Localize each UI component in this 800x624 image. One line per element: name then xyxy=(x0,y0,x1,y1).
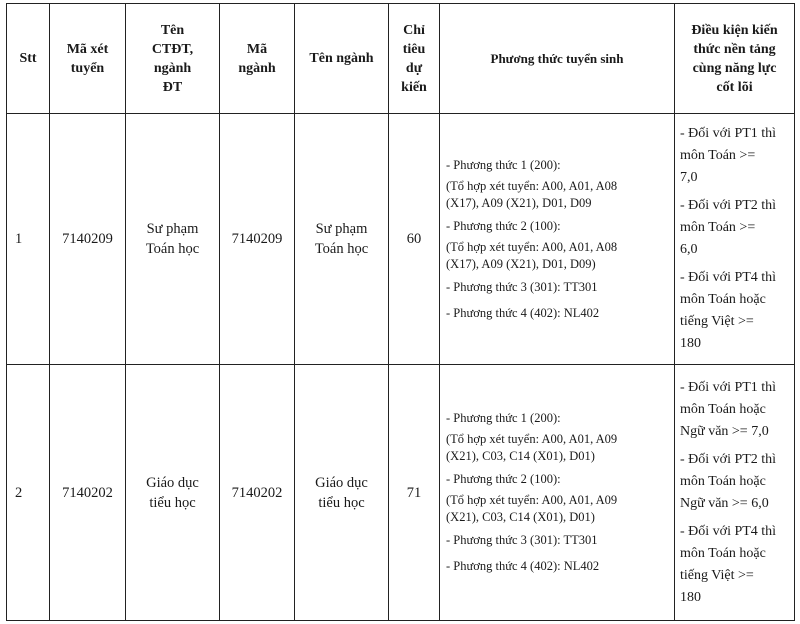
cell-phuong-thuc xyxy=(440,114,675,365)
method-1-combo: (Tổ hợp xét tuyển: A00, A01, A08 (X17), A09 (X21), D01, D09 xyxy=(446,178,618,210)
header-phuong-thuc: Phương thức tuyển sinh xyxy=(440,4,675,114)
cell-ma-xet-tuyen: 7140209 xyxy=(50,114,126,365)
method-4: - Phương thức 4 (402): NL402 xyxy=(446,305,600,320)
cell-ma-nganh: 7140209 xyxy=(220,114,295,365)
header-dieu-kien: Điều kiện kiến thức nền tảng cùng năng lực cốt lõi xyxy=(675,4,795,114)
method-4: - Phương thức 4 (402): NL402 xyxy=(446,559,600,573)
cell-ten-nganh: Sư phạm Toán học xyxy=(295,114,389,365)
header-stt: Stt xyxy=(7,4,50,114)
condition-item: - Đối với PT4 thì môn Toán hoặc tiếng Việt >= 180 xyxy=(680,270,777,351)
condition-item: - Đối với PT1 thì môn Toán >= 7,0 xyxy=(680,126,777,185)
method-3: - Phương thức 3 (301): TT301 xyxy=(446,279,598,294)
header-ma-xet-tuyen: Mã xét tuyển xyxy=(50,4,126,114)
cell-dieu-kien xyxy=(675,114,795,365)
cell-phuong-thuc xyxy=(440,365,675,621)
cell-stt: 2 xyxy=(7,365,50,621)
cell-ten-nganh: Giáo dục tiểu học xyxy=(295,365,389,621)
header-ten-ctdt: Tên CTĐT, ngành ĐT xyxy=(126,4,220,114)
admission-table xyxy=(6,3,795,621)
header-chi-tieu: Chỉ tiêu dự kiến xyxy=(389,4,440,114)
method-3: - Phương thức 3 (301): TT301 xyxy=(446,533,598,547)
condition-item: - Đối với PT2 thì môn Toán >= 6,0 xyxy=(680,198,777,257)
cell-ma-xet-tuyen: 7140202 xyxy=(50,365,126,621)
header-ma-nganh: Mã ngành xyxy=(220,4,295,114)
method-2: - Phương thức 2 (100): xyxy=(446,472,561,486)
cell-ten-ctdt: Giáo dục tiểu học xyxy=(126,365,220,621)
cell-dieu-kien xyxy=(675,365,795,621)
header-row xyxy=(7,4,795,114)
table-row xyxy=(7,365,795,621)
method-1-combo: (Tổ hợp xét tuyển: A00, A01, A09 (X21), C03, C14 (X01), D01) xyxy=(446,432,618,463)
table-row xyxy=(7,114,795,365)
cell-chi-tieu: 60 xyxy=(389,114,440,365)
method-2: - Phương thức 2 (100): xyxy=(446,218,561,233)
method-1: - Phương thức 1 (200): xyxy=(446,411,561,425)
condition-item: - Đối với PT1 thì môn Toán hoặc Ngữ văn >= 7,0 xyxy=(680,379,777,439)
cell-chi-tieu: 71 xyxy=(389,365,440,621)
cell-stt: 1 xyxy=(7,114,50,365)
condition-item: - Đối với PT4 thì môn Toán hoặc tiếng Việt >= 180 xyxy=(680,523,777,605)
method-2-combo: (Tổ hợp xét tuyển: A00, A01, A09 (X21), C03, C14 (X01), D01) xyxy=(446,493,618,524)
cell-ten-ctdt: Sư phạm Toán học xyxy=(126,114,220,365)
condition-item: - Đối với PT2 thì môn Toán hoặc Ngữ văn >= 6,0 xyxy=(680,451,777,511)
header-ten-nganh: Tên ngành xyxy=(295,4,389,114)
method-1: - Phương thức 1 (200): xyxy=(446,157,561,172)
method-2-combo: (Tổ hợp xét tuyển: A00, A01, A08 (X17), A09 (X21), D01, D09) xyxy=(446,239,618,271)
cell-ma-nganh: 7140202 xyxy=(220,365,295,621)
